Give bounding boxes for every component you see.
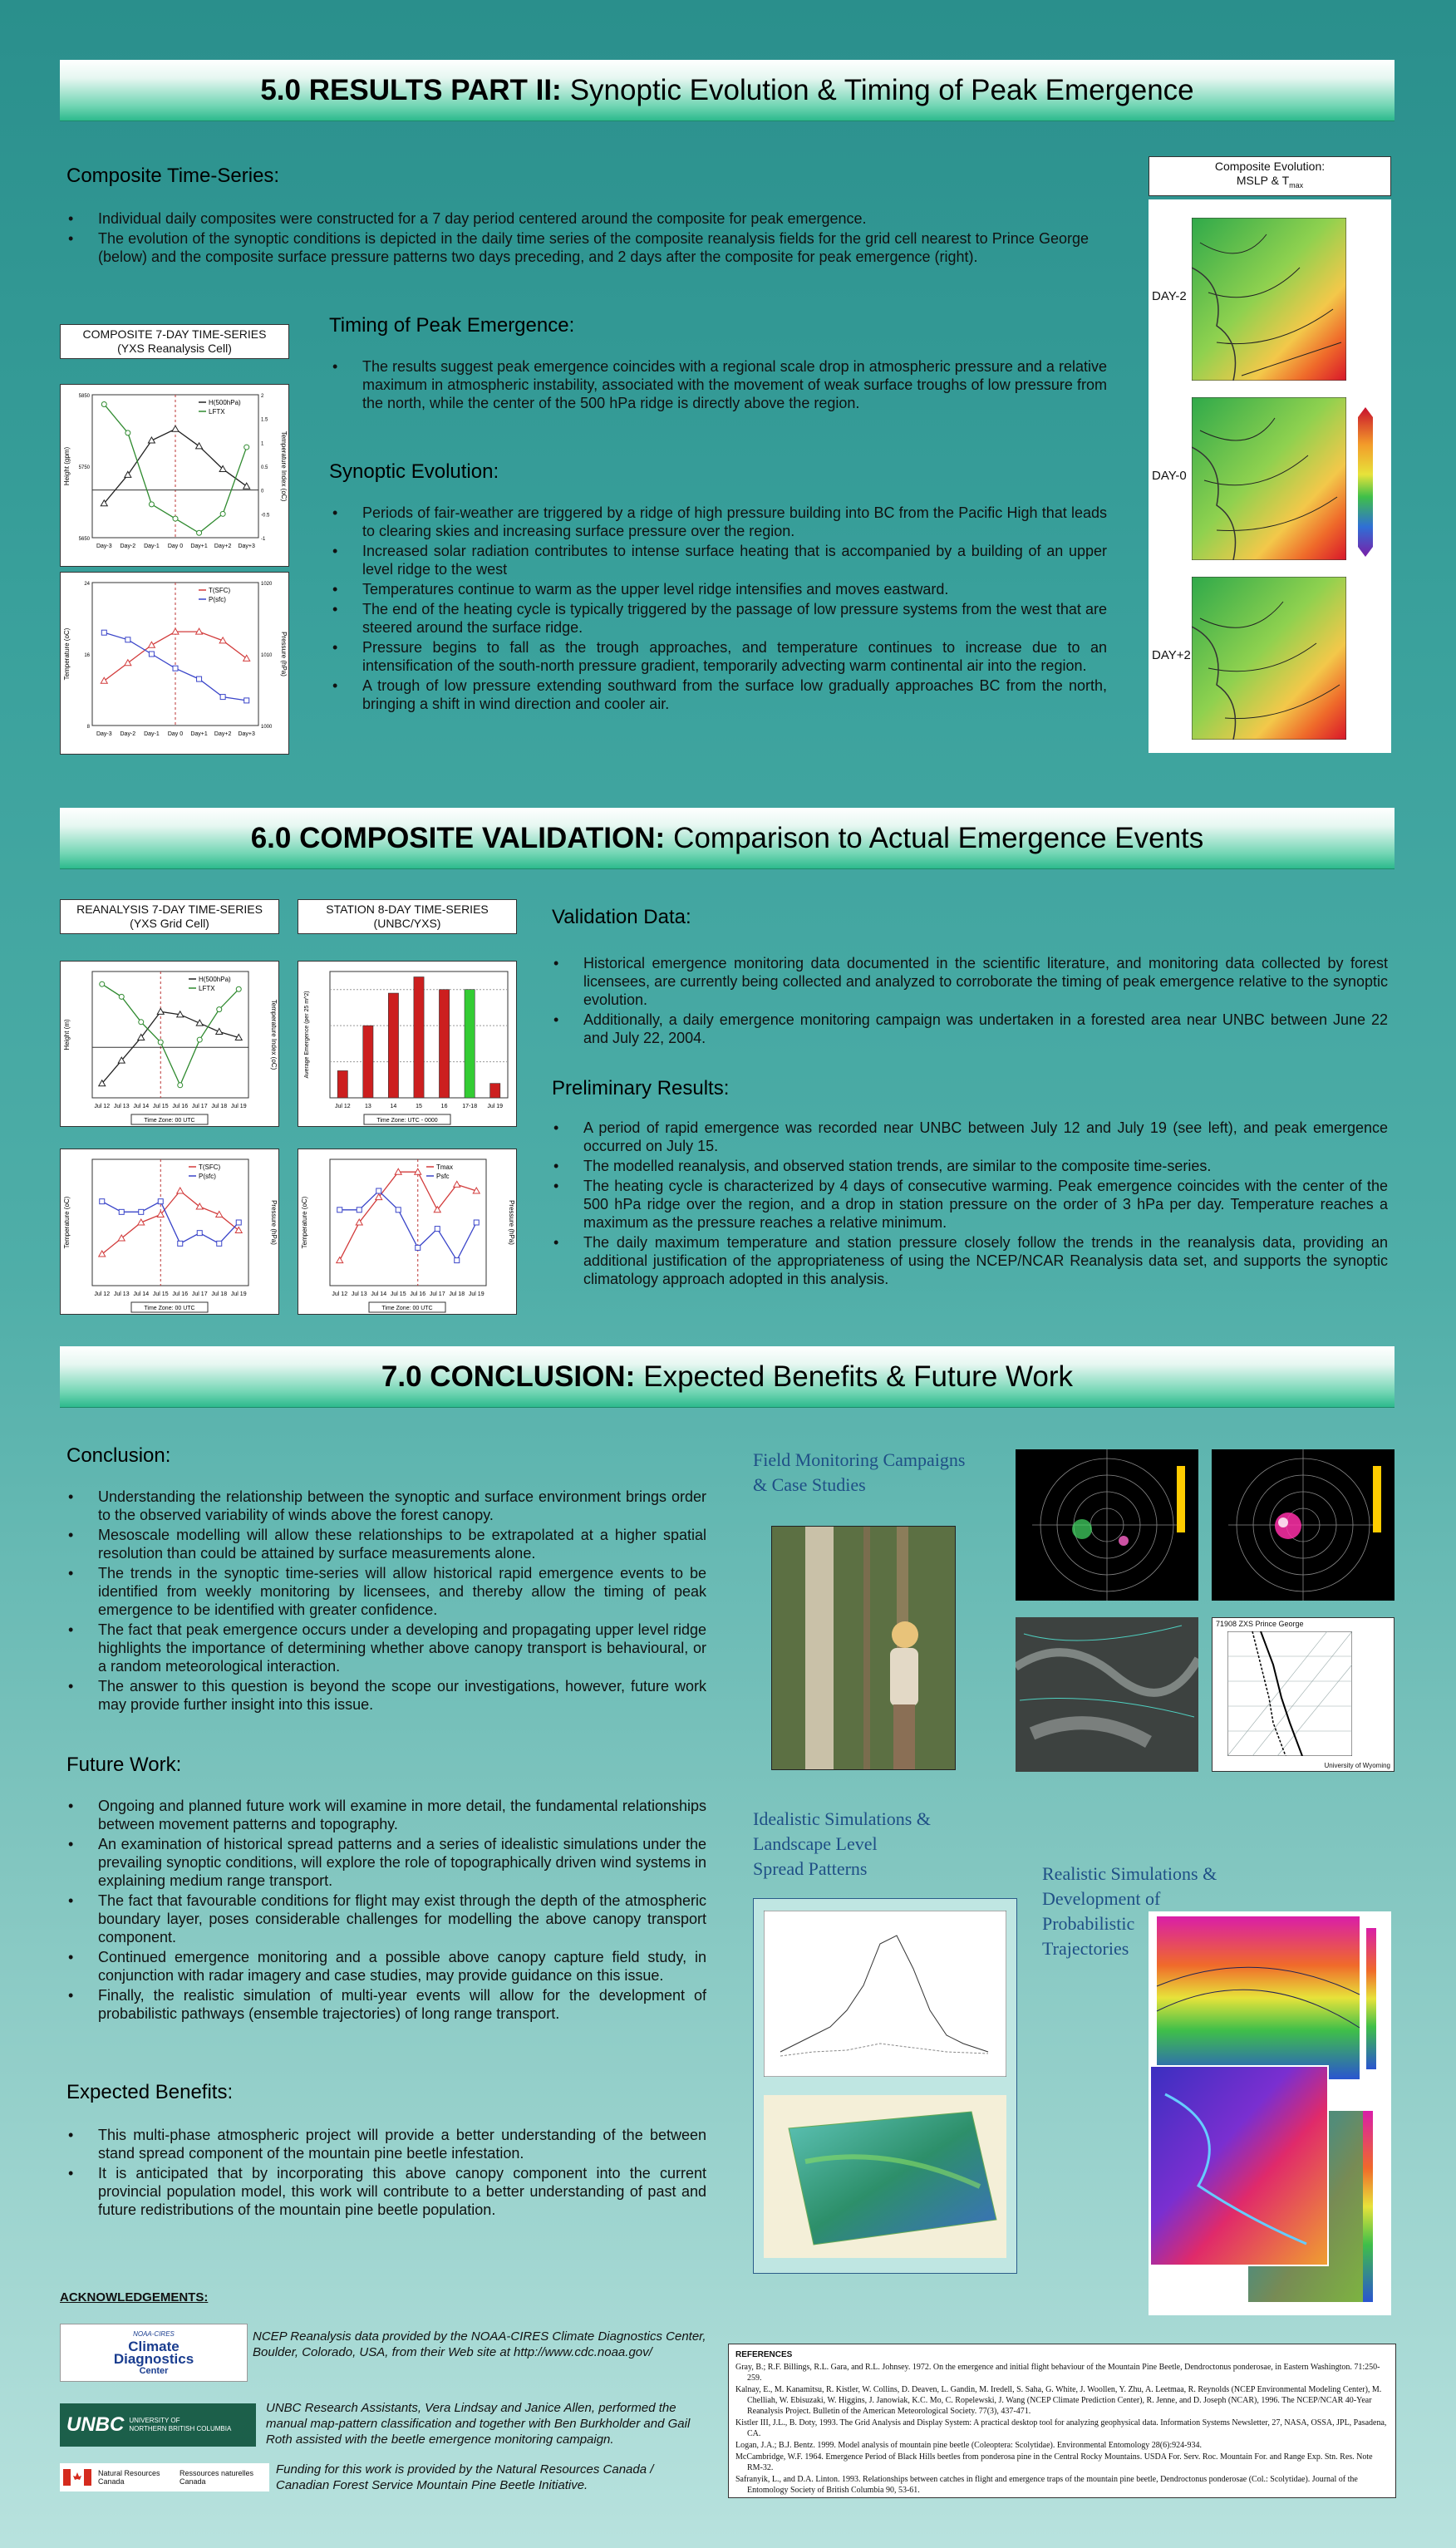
y2-axis-label: Pressure (hPa) xyxy=(508,1200,515,1245)
data-point xyxy=(217,1007,222,1012)
data-point xyxy=(119,1209,124,1214)
bar xyxy=(337,1070,347,1098)
list-item: • A period of rapid emergence was recorded near UNBC between July 12 and July 19 (see left), and peak emergence occurred on July 15. xyxy=(552,1119,1388,1155)
y-tick-label: 24 xyxy=(84,582,90,587)
timezone-label: Time Zone: 00 UTC xyxy=(144,1118,195,1124)
x-tick-label: Jul 17 xyxy=(429,1291,445,1297)
station-emergence-chart xyxy=(298,961,517,1127)
y2-tick-label: 0.5 xyxy=(261,465,268,470)
x-tick-label: Day-1 xyxy=(144,731,160,737)
list-item: • The results suggest peak emergence coincides with a regional scale drop in atmospheric pressure and a relative maximum in atmospheric instability, associated with the movement of weak surface troughs of low pressure from the north, while the center of the 500 hPa ridge is directly above the region. xyxy=(331,357,1107,412)
timezone-label: Time Zone: 00 UTC xyxy=(144,1306,195,1311)
x-tick-label: Jul 15 xyxy=(390,1291,406,1297)
caption-line: Spread Patterns xyxy=(753,1858,868,1879)
legend-entry: LFTX xyxy=(199,985,215,992)
x-tick-label: Jul 15 xyxy=(152,1104,169,1109)
data-point xyxy=(455,1258,460,1263)
y2-axis-label: Pressure (hPa) xyxy=(270,1200,278,1245)
x-tick-label: Jul 16 xyxy=(172,1291,189,1297)
section5-banner xyxy=(60,60,1395,121)
reference-item: Kistler III, J.L., B. Doty, 1993. The Grid Analysis and Display System: A practical desktop tool for analyzing geophysical data. Information Systems Newsletter, 27, NASA, OSSA, JPL, Pasadena, CA. xyxy=(735,2418,1387,2438)
noaa-ack-text: NCEP Reanalysis data provided by the NOAA-CIRES Climate Diagnostics Center, Boulder, Colorado, USA, from their Web site at http://www.cdc.noaa.gov/ xyxy=(253,2329,706,2359)
benefits-bullets xyxy=(66,2126,706,2221)
reference-item: Safranyik, L., and D.A. Linton. 1993. Relationships between catches in flight and emergence traps of the mountain pine beetle, Dendroctonus ponderosae (Col.: Scolytidae). Journal of the Entomology Society of British Columbia 90, 53-61. xyxy=(735,2475,1358,2495)
x-tick-label: Day-3 xyxy=(96,731,112,737)
y-axis-label: Temperature (oC) xyxy=(63,627,71,681)
mslp-map-day-0 xyxy=(1192,397,1346,560)
list-item: • A trough of low pressure extending southward from the surface low gradually approaches BC from the north, bringing a shift in wind direction and cooler air. xyxy=(331,676,1107,713)
label-line: COMPOSITE 7-DAY TIME-SERIES xyxy=(82,327,267,341)
unbc-ack-text: UNBC Research Assistants, Vera Lindsay and Janice Allen, performed the manual map-pattern classification and together with Ben Burkholder and Gail Roth assisted with the beetle emergence monitoring campaign. xyxy=(266,2401,691,2447)
label-line: REANALYSIS 7-DAY TIME-SERIES xyxy=(76,903,263,916)
field-caption xyxy=(753,1448,965,1498)
x-tick-label: Day+2 xyxy=(214,731,232,737)
chart-svg xyxy=(61,1149,278,1314)
caption-line: Landscape Level xyxy=(753,1833,878,1854)
legend-entry: H(500hPa) xyxy=(199,976,231,983)
list-item: • The fact that peak emergence occurs under a developing and propagating upper level ridge highlights the importance of determining whether above canopy transport is behavioural, or a random meteorological interaction. xyxy=(66,1621,706,1675)
list-item: • This multi-phase atmospheric project will provide a better understanding of the between stand spread component of the mountain pine beetle infestation. xyxy=(66,2126,706,2162)
bar xyxy=(414,977,424,1098)
composite-chart-temp xyxy=(60,572,289,755)
list-item: • Temperatures continue to warm as the upper level ridge intensifies and moves eastward. xyxy=(331,580,1107,598)
data-point xyxy=(376,1188,381,1193)
reanalysis-chart-height xyxy=(60,961,279,1127)
x-tick-label: Jul 19 xyxy=(468,1291,485,1297)
logo-line: Canada xyxy=(180,2477,206,2486)
y-tick-label: 8 xyxy=(86,725,90,730)
data-point xyxy=(158,1199,163,1204)
radar-svg xyxy=(1212,1449,1395,1601)
caption-line: Field Monitoring Campaigns xyxy=(753,1449,966,1470)
list-item: • The trends in the synoptic time-series will allow historical rapid emergence events to be identified from weekly monitoring by licensees, and thereby allow the timing of peak emergence to be identified with greater confidence. xyxy=(66,1564,706,1619)
list-item: • Additionally, a daily emergence monitoring campaign was undertaken in a forested area near UNBC between June 22 and July 22, 2004. xyxy=(552,1011,1388,1047)
list-item: • The daily maximum temperature and station pressure closely follow the trends in the reanalysis data, providing an additional justification of the appropriateness of using the NCEP/NCAR Reanalysis data set, and supports the synoptic climatology approach adopted in this analysis. xyxy=(552,1233,1388,1288)
data-point xyxy=(244,698,249,703)
section6-title-rest: Comparison to Actual Emergence Events xyxy=(673,821,1204,854)
nrcan-logo xyxy=(60,2463,269,2491)
unbc-logo xyxy=(60,2403,256,2447)
y-axis-label: Height (m) xyxy=(63,1019,71,1050)
logo-line: Diagnostics xyxy=(113,2351,194,2367)
data-point xyxy=(197,530,202,535)
composite-heading: Composite Time-Series: xyxy=(66,165,280,187)
bar xyxy=(465,990,475,1098)
ideal-sim-panel xyxy=(753,1898,1017,2274)
y2-axis-label: Temperature Index (oC) xyxy=(270,999,278,1070)
y2-tick-label: -1 xyxy=(261,537,266,542)
reanalysis-chart-temp xyxy=(60,1149,279,1315)
data-point xyxy=(236,1220,241,1225)
list-item: • The heating cycle is characterized by 4 days of consecutive warming. Peak emergence coincides with the center of the 500 hPa ridge over the region, and a drop in station pressure on the order of 3 hPa per day. Temperature reaches a maximum as the pressure reaches a relative minimum. xyxy=(552,1177,1388,1232)
list-item: • Ongoing and planned future work will examine in more detail, the fundamental relationships between movement patterns and topography. xyxy=(66,1797,706,1833)
y2-axis-label: Pressure (hPa) xyxy=(280,632,288,676)
data-point xyxy=(197,1231,202,1236)
section7-banner xyxy=(60,1346,1395,1408)
ack-heading-text: ACKNOWLEDGEMENTS xyxy=(60,2290,204,2305)
unbc-logo-main: UNBC xyxy=(66,2413,125,2436)
x-tick-label: 15 xyxy=(416,1104,422,1109)
y2-tick-label: 1000 xyxy=(261,725,273,730)
evolution-label xyxy=(1149,156,1391,196)
x-tick-label: Jul 12 xyxy=(334,1104,351,1109)
sounding-diagram xyxy=(1212,1617,1395,1772)
data-point xyxy=(178,1241,183,1246)
list-item: • The end of the heating cycle is typically triggered by the passage of low pressure systems from the west that are steered around the surface ridge. xyxy=(331,600,1107,637)
reference-item: Logan, J.A.; B.J. Bentz. 1999. Model analysis of mountain pine beetle (Coleoptera: Scolytidae). Environmental Entomology 28(6):924-934. xyxy=(735,2441,1203,2450)
ack-heading-suffix: : xyxy=(204,2290,209,2305)
data-point xyxy=(474,1220,479,1225)
future-heading: Future Work: xyxy=(66,1754,182,1776)
logo-line: NORTHERN BRITISH COLUMBIA xyxy=(129,2425,232,2432)
chart-svg xyxy=(61,385,288,566)
x-tick-label: Jul 15 xyxy=(152,1291,169,1297)
caption-line: Trajectories xyxy=(1042,1938,1129,1959)
section5-title-rest: Synoptic Evolution & Timing of Peak Emergence xyxy=(569,73,1194,106)
references-box xyxy=(728,2344,1396,2498)
data-point xyxy=(173,666,178,671)
legend-entry: Tmax xyxy=(436,1163,453,1171)
data-point xyxy=(139,1209,144,1214)
unbc-logo-sub xyxy=(129,2417,231,2433)
legend-entry: T(SFC) xyxy=(209,587,231,594)
satellite-svg xyxy=(1016,1617,1198,1772)
y2-tick-label: -0.5 xyxy=(261,513,270,519)
composite-bullets xyxy=(66,209,1089,268)
x-tick-label: Jul 12 xyxy=(332,1291,348,1297)
noaa-logo-text xyxy=(114,2328,194,2378)
reference-item: Kalnay, E., M. Kanamitsu, R. Kistler, W. Collins, D. Deaven, L. Gandin, M. Iredell, S. Saha, G. White, J. Woollen, Y. Zhu, A. Leetmaa, R. Reynolds (NCEP Environmental Modeling Center), M. Chelliah, W. Ebisuzaki, W. Higgins, J. Janowiak, K.C. Mo, C. Ropelewski, J. Wang (NCEP Climate Prediction Center), R. Jenne, and D. Joseph (NCAR), 1996. The NCEP/NCAR 40-Year Reanalysis Project. Bulletin of the American Meteorological Society. 77(3), 437-471. xyxy=(735,2385,1382,2416)
data-point xyxy=(158,1040,163,1045)
label-line: STATION 8-DAY TIME-SERIES xyxy=(326,903,489,916)
x-tick-label: Day-2 xyxy=(120,731,136,737)
synoptic-bullets xyxy=(331,504,1107,715)
x-tick-label: Day+3 xyxy=(238,731,255,737)
label-line xyxy=(1153,174,1387,193)
realistic-sim-panel xyxy=(1149,1911,1391,2315)
y-axis-label: Temperature (oC) xyxy=(63,1196,71,1249)
x-tick-label: Day-3 xyxy=(96,544,112,549)
label-line: Composite Evolution: xyxy=(1214,160,1326,173)
legend-entry: P(sfc) xyxy=(199,1173,216,1180)
temperature-colorbar xyxy=(1358,407,1373,557)
logo-line: NOAA-CIRES xyxy=(133,2330,175,2338)
conclusion-bullets xyxy=(66,1488,706,1715)
x-tick-label: Day+3 xyxy=(238,544,255,549)
list-item: • Individual daily composites were constructed for a 7 day period centered around the composite for peak emergence. xyxy=(66,209,1089,228)
chart-svg xyxy=(298,1149,516,1314)
y-tick-label: 16 xyxy=(84,653,90,658)
y-axis-label: Temperature (oC) xyxy=(301,1196,308,1249)
label-line: (UNBC/YXS) xyxy=(373,917,441,930)
list-item: • Increased solar radiation contributes to intense surface heating that is accompanied by a building of an upper level ridge to the west xyxy=(331,542,1107,578)
data-point xyxy=(101,401,106,406)
logo-line: Canada xyxy=(98,2477,125,2486)
radar-svg xyxy=(1016,1449,1198,1601)
synoptic-heading: Synoptic Evolution: xyxy=(329,460,499,483)
x-tick-label: Jul 16 xyxy=(410,1291,426,1297)
x-tick-label: 14 xyxy=(390,1104,397,1109)
data-point xyxy=(125,637,130,642)
x-tick-label: Day+2 xyxy=(214,544,232,549)
section7-title-rest: Expected Benefits & Future Work xyxy=(643,1360,1074,1393)
nrcan-fr xyxy=(180,2469,253,2486)
legend-entry: P(sfc) xyxy=(209,596,226,603)
y2-tick-label: 1 xyxy=(261,441,264,447)
list-item: • An examination of historical spread patterns and a series of idealistic simulations under the prevailing synoptic conditions, will explore the role of topographically driven wind systems in explaining medium range transport. xyxy=(66,1835,706,1890)
day-label: DAY-2 xyxy=(1152,289,1187,303)
data-point xyxy=(197,1037,202,1042)
x-tick-label: Jul 18 xyxy=(449,1291,465,1297)
x-tick-label: 16 xyxy=(440,1104,448,1109)
data-point xyxy=(173,516,178,521)
section5-title-bold: 5.0 RESULTS PART II: xyxy=(260,73,562,106)
realistic-sim-svg xyxy=(1149,1911,1391,2315)
y-tick-label: 5750 xyxy=(78,465,90,470)
data-point xyxy=(125,430,130,435)
future-bullets xyxy=(66,1797,706,2024)
x-tick-label: Jul 17 xyxy=(191,1104,208,1109)
x-tick-label: Jul 13 xyxy=(113,1291,130,1297)
y2-tick-label: 1.5 xyxy=(261,417,268,423)
x-tick-label: Jul 12 xyxy=(94,1104,111,1109)
list-item: • Understanding the relationship between the synoptic and surface environment brings order to the observed variability of winds above the forest canopy. xyxy=(66,1488,706,1524)
prelim-heading: Preliminary Results: xyxy=(552,1077,730,1099)
y2-tick-label: 0 xyxy=(261,489,264,494)
list-item: • Pressure begins to fall as the trough approaches, and temperature continues to increase due to an intensification of the south-north pressure gradient, temporarily advecting warm continental air into the region. xyxy=(331,638,1107,675)
data-point xyxy=(217,1241,222,1246)
x-tick-label: Day+1 xyxy=(190,544,208,549)
list-item: • Mesoscale modelling will allow these relationships to be extrapolated at a higher spatial resolution than could be attained by surface measurements alone. xyxy=(66,1526,706,1562)
x-tick-label: Jul 14 xyxy=(133,1104,150,1109)
data-point xyxy=(100,981,105,986)
x-tick-label: Jul 16 xyxy=(172,1104,189,1109)
x-tick-label: Jul 13 xyxy=(351,1291,367,1297)
list-item: • It is anticipated that by incorporating this above canopy component into the current provincial population model, this work will contribute to a better understanding of past and future redistributions of the mountain pine beetle population. xyxy=(66,2164,706,2219)
caption-line: Probabilistic xyxy=(1042,1913,1135,1934)
x-tick-label: Jul 19 xyxy=(230,1291,247,1297)
list-item: • Finally, the realistic simulation of multi-year events will allow for the development of probabilistic pathways (ensemble trajectories) of long range transport. xyxy=(66,1986,706,2023)
x-tick-label: Jul 19 xyxy=(487,1104,504,1109)
station-chart-temp xyxy=(298,1149,517,1315)
x-tick-label: Jul 18 xyxy=(211,1291,228,1297)
x-tick-label: Jul 14 xyxy=(133,1291,150,1297)
section6-title-bold: 6.0 COMPOSITE VALIDATION: xyxy=(250,821,666,854)
data-point xyxy=(435,1227,440,1232)
plot-area xyxy=(330,1159,486,1286)
data-point xyxy=(220,695,225,700)
sounding-svg xyxy=(1227,1631,1352,1756)
y-axis-label: Average Emergence (per 25 m^2) xyxy=(304,991,310,1079)
data-point xyxy=(396,1208,401,1213)
data-point xyxy=(244,445,249,450)
legend-entry: Psfc xyxy=(436,1173,450,1180)
radar-image-2 xyxy=(1212,1449,1395,1601)
x-tick-label: Jul 19 xyxy=(230,1104,247,1109)
station-label xyxy=(298,899,517,934)
timezone-label: Time Zone: 00 UTC xyxy=(381,1306,433,1311)
conclusion-heading: Conclusion: xyxy=(66,1444,171,1467)
list-item: • The fact that favourable conditions for flight may exist through the depth of the atmospheric boundary layer, poses considerable challenges for modelling the above canopy transport component. xyxy=(66,1891,706,1946)
y2-tick-label: 1020 xyxy=(261,582,273,587)
data-point xyxy=(149,502,154,507)
reanalysis-label xyxy=(60,899,279,934)
composite-chart-height xyxy=(60,384,289,567)
label-line: (YXS Grid Cell) xyxy=(130,917,209,930)
nrcan-en xyxy=(98,2469,173,2486)
x-tick-label: Day 0 xyxy=(167,731,184,737)
validation-heading: Validation Data: xyxy=(552,906,691,928)
mslp-map-day-minus-2 xyxy=(1192,218,1346,381)
chart-svg xyxy=(61,573,288,754)
section6-banner xyxy=(60,808,1395,869)
label-text: MSLP & T xyxy=(1236,174,1290,187)
y-tick-label: 5650 xyxy=(78,537,90,542)
benefits-heading: Expected Benefits: xyxy=(66,2081,234,2103)
canada-flag-icon xyxy=(63,2469,91,2486)
logo-line: Natural Resources xyxy=(98,2469,160,2477)
x-tick-label: Day-1 xyxy=(144,544,160,549)
nrcan-ack-text: Funding for this work is provided by the Natural Resources Canada / Canadian Forest Service Mountain Pine Beetle Initiative. xyxy=(276,2462,654,2492)
data-point xyxy=(178,1083,183,1088)
data-point xyxy=(337,1208,342,1213)
bar xyxy=(363,1026,373,1098)
landscape-sim-image xyxy=(764,2095,1006,2258)
composite-chart-label xyxy=(60,324,289,359)
logo-line: Ressources naturelles xyxy=(180,2469,254,2477)
y-tick-label: 5850 xyxy=(78,394,90,399)
bar xyxy=(439,990,449,1098)
section7-title-bold: 7.0 CONCLUSION: xyxy=(381,1360,636,1393)
timezone-label: Time Zone: UTC - 0000 xyxy=(376,1118,438,1124)
y-axis-label: Height (gpm) xyxy=(63,446,71,486)
data-point xyxy=(101,630,106,635)
caption-line: Realistic Simulations & xyxy=(1042,1863,1217,1884)
legend-entry: T(SFC) xyxy=(199,1163,221,1171)
label-sub: max xyxy=(1289,180,1304,189)
sounding-title: 71908 ZXS Prince George xyxy=(1216,1620,1304,1628)
prelim-bullets xyxy=(552,1119,1388,1290)
list-item: • Periods of fair-weather are triggered by a ridge of high pressure building into BC from the Pacific High that leads to clearing skies and increasing surface pressure over the region. xyxy=(331,504,1107,540)
caption-line: Development of xyxy=(1042,1888,1161,1909)
chart-svg xyxy=(298,962,516,1126)
data-point xyxy=(220,511,225,516)
x-tick-label: Day-2 xyxy=(120,544,136,549)
legend-entry: LFTX xyxy=(209,408,225,416)
list-item: • Historical emergence monitoring data documented in the scientific literature, and monitoring data collected by forest licensees, are currently being collected and analyzed to corroborate the timing of peak emergence relative to the synoptic evolution. xyxy=(552,954,1388,1009)
timing-heading: Timing of Peak Emergence: xyxy=(329,314,575,337)
legend-entry: H(500hPa) xyxy=(209,399,241,406)
data-point xyxy=(357,1208,362,1213)
field-photo xyxy=(771,1526,956,1770)
data-point xyxy=(149,652,154,657)
data-point xyxy=(236,986,241,991)
x-tick-label: Day+1 xyxy=(190,731,208,737)
caption-line: & Case Studies xyxy=(753,1474,866,1495)
x-tick-label: Jul 13 xyxy=(113,1104,130,1109)
data-point xyxy=(197,676,202,681)
x-tick-label: Jul 14 xyxy=(371,1291,387,1297)
ideal-caption xyxy=(753,1807,931,1881)
logo-line: Climate xyxy=(128,2339,180,2354)
list-item: • The evolution of the synoptic conditions is depicted in the daily time series of the composite reanalysis fields for the grid cell nearest to Prince George (below) and the composite surface pressure patterns two days preceding, and 2 days after the composite for peak emergence (right). xyxy=(66,229,1089,266)
data-point xyxy=(139,1020,144,1025)
y2-tick-label: 2 xyxy=(261,394,264,399)
y2-tick-label: 1010 xyxy=(261,653,273,658)
x-tick-label: Jul 12 xyxy=(94,1291,111,1297)
radar-image-1 xyxy=(1016,1449,1198,1601)
data-point xyxy=(100,1199,105,1204)
ack-heading xyxy=(60,2290,208,2305)
timing-bullets xyxy=(331,357,1107,414)
x-tick-label: Jul 17 xyxy=(191,1291,208,1297)
chart-svg xyxy=(61,962,278,1126)
data-point xyxy=(119,994,124,999)
references-heading: REFERENCES xyxy=(735,2350,793,2359)
validation-bullets xyxy=(552,954,1388,1049)
bar xyxy=(490,1084,500,1098)
bar xyxy=(388,993,398,1098)
evolution-maps xyxy=(1149,199,1391,753)
mslp-map-day-plus-2 xyxy=(1192,577,1346,740)
list-item: • Continued emergence monitoring and a possible above canopy capture field study, in conjunction with radar imagery and case studies, may provide guidance on this issue. xyxy=(66,1948,706,1985)
x-tick-label: Jul 18 xyxy=(211,1104,228,1109)
logo-line: UNIVERSITY OF xyxy=(129,2417,180,2424)
reference-item: McCambridge, W.F. 1964. Emergence Period of Black Hills beetles from ponderosa pine in the Central Rocky Mountains. USDA For. Serv. Roc. Mountain For. and Range Exp. Stn. Res. Note RM-32. xyxy=(735,2452,1373,2472)
day-label: DAY-0 xyxy=(1152,469,1187,483)
reference-item: Gray, B.; R.F. Billings, R.L. Gara, and R.L. Johnsey. 1972. On the emergence and initial flight behaviour of the Mountain Pine Beetle, Dendroctonus ponderosae, in Eastern Washington. 71:250-259. xyxy=(735,2363,1380,2383)
caption-line: Idealistic Simulations & xyxy=(753,1808,931,1829)
spread-chart-image xyxy=(764,1911,1006,2077)
x-tick-label: Day 0 xyxy=(167,544,184,549)
x-tick-label: 13 xyxy=(364,1104,371,1109)
logo-line: Center xyxy=(139,2366,169,2376)
plot-area xyxy=(92,971,248,1098)
list-item: • The modelled reanalysis, and observed station trends, are similar to the composite time-series. xyxy=(552,1157,1388,1175)
x-tick-label: 17-18 xyxy=(462,1104,478,1109)
sounding-footer: University of Wyoming xyxy=(1324,1762,1390,1769)
list-item: • The answer to this question is beyond the scope our investigations, however, future work may provide further insight into this issue. xyxy=(66,1677,706,1714)
label-line: (YXS Reanalysis Cell) xyxy=(117,342,232,355)
y2-axis-label: Temperature Index (oC) xyxy=(280,430,288,502)
satellite-image xyxy=(1016,1617,1198,1772)
day-label: DAY+2 xyxy=(1152,648,1191,662)
noaa-cdc-logo xyxy=(60,2324,248,2382)
data-point xyxy=(416,1245,421,1250)
